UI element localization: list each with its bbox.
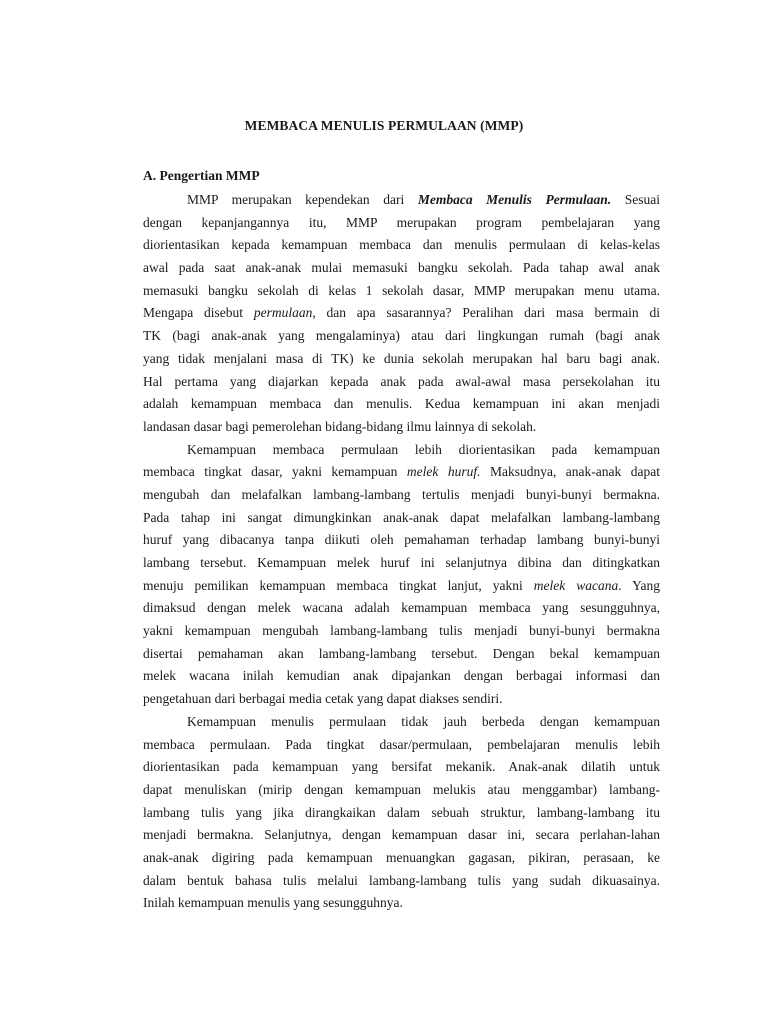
text-line: [143, 529, 660, 552]
text-run: mengubah dan melafalkan lambang-lambang tertulis menjadi bunyi-bunyi bermakna.: [143, 486, 660, 502]
text-run: yang tidak menjalani masa di TK) ke dunia sekolah merupakan hal baru bagi anak.: [143, 350, 660, 366]
text-run: anak-anak digiring pada kemampuan menuangkan gagasan, pikiran, perasaan, ke: [143, 849, 660, 865]
text-run: MMP merupakan kependekan dari: [187, 192, 418, 207]
text-run: huruf yang dibacanya tanpa diikuti oleh pemahaman terhadap lambang bunyi-bunyi: [143, 532, 660, 548]
text-run: Maksudnya, anak-anak dapat: [480, 464, 660, 480]
emphasis-text: Membaca Menulis Permulaan.: [417, 192, 612, 207]
text-line: [143, 484, 660, 507]
text-run: membaca permulaan. Pada tingkat dasar/permulaan, pembelajaran menulis lebih: [143, 736, 660, 752]
text-line: [143, 847, 660, 870]
text-run: lambang tersebut. Kemampuan melek huruf ini selanjutnya dibina dan ditingkatkan: [143, 555, 660, 570]
document-title: MEMBACA MENULIS PERMULAAN (MMP): [244, 118, 524, 133]
text-line: [143, 643, 660, 666]
text-run: , dan apa sasarannya? Peralihan dari masa bermain di: [312, 305, 660, 321]
text-run: . Yang: [618, 577, 660, 593]
text-line: [143, 348, 660, 371]
text-line: [143, 734, 660, 757]
text-run: melek wacana inilah kemudian anak dipajankan dengan berbagai informasi dan: [143, 668, 660, 684]
text-run: dalam bentuk bahasa tulis melalui lambang-lambang tulis yang sudah dikuasainya.: [143, 872, 660, 888]
text-line: [143, 711, 660, 734]
text-run: Hal pertama yang diajarkan kepada anak pada awal-awal masa persekolahan itu: [143, 373, 660, 389]
text-run: menuju pemilikan kemampuan membaca tingkat lanjut, yakni: [143, 577, 534, 593]
body-text: [143, 189, 660, 915]
text-line: [143, 189, 660, 212]
text-line: [143, 371, 660, 394]
text-line: [143, 302, 660, 325]
text-line: [143, 779, 660, 802]
emphasis-text: melek wacana: [533, 577, 619, 593]
text-line: [143, 507, 660, 530]
text-line: [143, 439, 660, 462]
text-run: TK (bagi anak-anak yang mengalaminya) atau dari lingkungan rumah (bagi anak: [143, 328, 660, 344]
text-line: [143, 325, 660, 348]
text-line: [143, 393, 660, 416]
text-line: [143, 620, 660, 643]
emphasis-text: permulaan: [253, 305, 313, 321]
text-line: [143, 824, 660, 847]
text-line: [143, 461, 660, 484]
emphasis-text: melek huruf.: [406, 464, 481, 480]
text-run: awal pada saat anak-anak mulai memasuki bangku sekolah. Pada tahap awal anak: [143, 260, 660, 276]
text-run: Inilah kemampuan menulis yang sesungguhnya.: [143, 895, 403, 911]
text-line: [143, 575, 660, 598]
text-line: [143, 802, 660, 825]
text-run: adalah kemampuan membaca dan menulis. Kedua kemampuan ini akan menjadi: [143, 396, 660, 412]
text-run: Kemampuan membaca permulaan lebih diorientasikan pada kemampuan: [187, 441, 660, 457]
text-run: dimaksud dengan melek wacana adalah kemampuan membaca yang sesungguhnya,: [143, 600, 660, 616]
text-run: dengan kepanjangannya itu, MMP merupakan program pembelajaran yang: [143, 214, 660, 230]
text-line: [143, 756, 660, 779]
text-run: membaca tingkat dasar, yakni kemampuan: [143, 464, 407, 480]
text-run: landasan dasar bagi pemerolehan bidang-bidang ilmu lainnya di sekolah.: [143, 418, 537, 434]
text-run: lambang tulis yang jika dirangkaikan dalam sebuah struktur, lambang-lambang itu: [143, 804, 660, 820]
text-run: diorientasikan pada kemampuan yang bersifat mekanik. Anak-anak dilatih untuk: [143, 759, 660, 775]
text-line: [143, 665, 660, 688]
text-line: [143, 212, 660, 235]
text-run: disertai pemahaman akan lambang-lambang tersebut. Dengan bekal kemampuan: [143, 645, 660, 661]
text-run: Kemampuan menulis permulaan tidak jauh berbeda dengan kemampuan: [187, 713, 660, 729]
text-run: dapat menuliskan (mirip dengan kemampuan melukis atau menggambar) lambang-: [143, 781, 660, 797]
text-run: memasuki bangku sekolah di kelas 1 sekolah dasar, MMP merupakan menu utama.: [143, 282, 660, 298]
text-line: [143, 257, 660, 280]
text-line: [143, 280, 660, 303]
text-run: pengetahuan dari berbagai media cetak yang dapat diakses sendiri.: [143, 691, 503, 707]
text-line: [143, 597, 660, 620]
text-run: Mengapa disebut: [143, 305, 254, 321]
text-run: yakni kemampuan mengubah lambang-lambang tulis menjadi bunyi-bunyi bermakna: [143, 623, 660, 639]
text-run: Pada tahap ini sangat dimungkinkan anak-anak dapat melafalkan lambang-lambang: [143, 509, 660, 525]
text-run: diorientasikan kepada kemampuan membaca dan menulis permulaan di kelas-kelas: [143, 237, 660, 253]
section-heading: A. Pengertian MMP: [143, 168, 260, 183]
text-line: [143, 552, 660, 575]
text-line: [143, 892, 660, 915]
text-run: menjadi bermakna. Selanjutnya, dengan kemampuan dasar ini, secara perlahan-lahan: [143, 827, 660, 843]
text-line: [143, 688, 660, 711]
text-run: Sesuai: [611, 192, 660, 207]
text-line: [143, 416, 660, 439]
text-line: [143, 234, 660, 257]
text-line: [143, 870, 660, 893]
